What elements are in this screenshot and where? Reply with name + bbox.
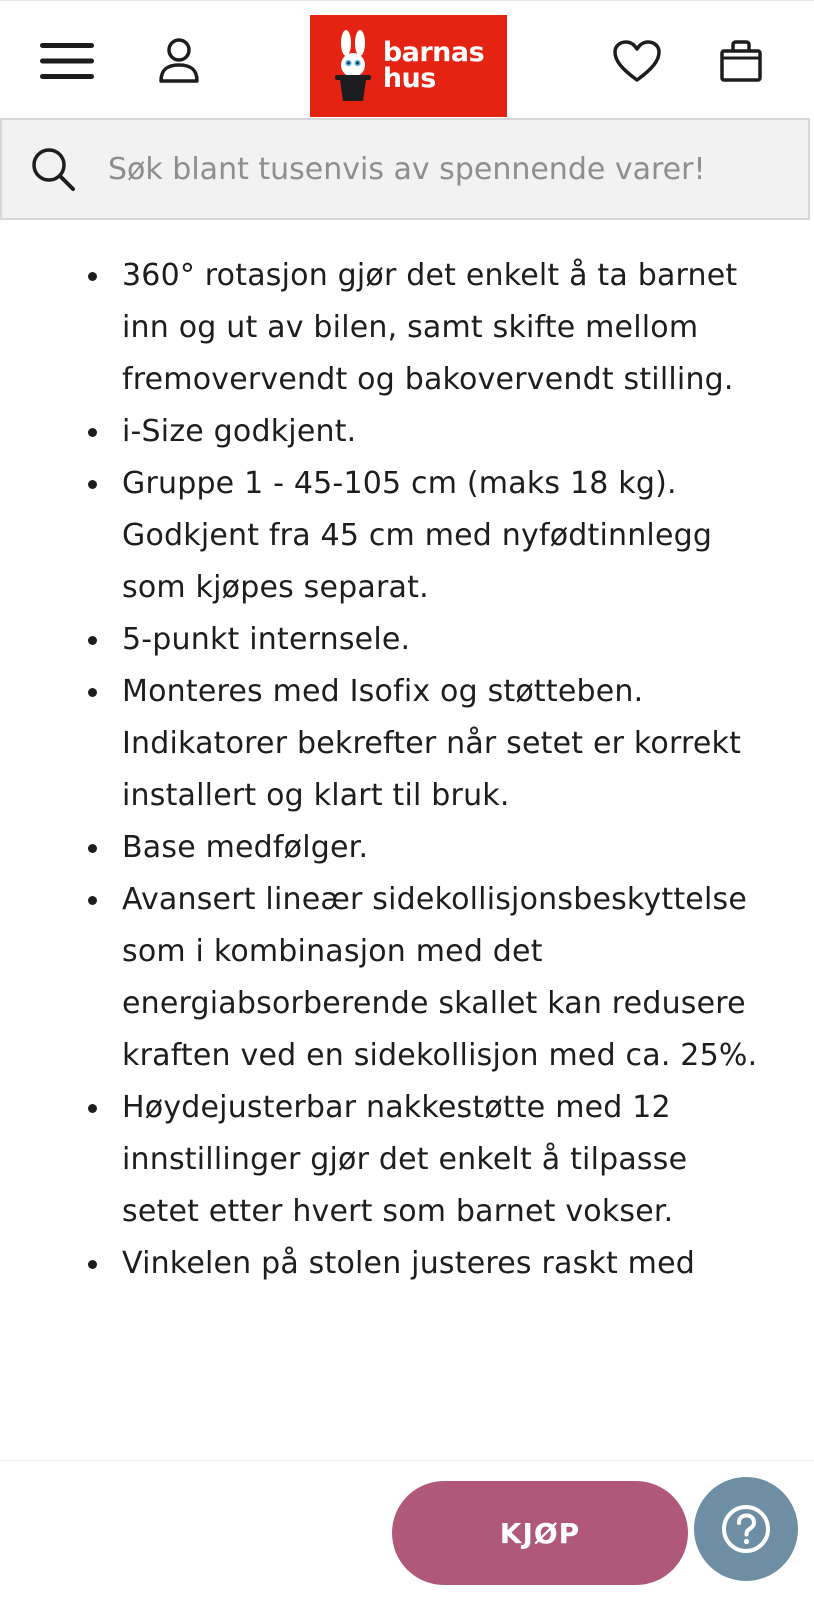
shopping-bag-icon	[719, 39, 763, 83]
help-icon	[720, 1503, 772, 1555]
bottom-action-bar	[0, 1460, 814, 1600]
rabbit-in-hat-icon	[333, 29, 373, 103]
feature-item: Avansert lineær sidekollisjonsbeskyttelse som i kombinasjon med det energiabsorberende skallet kan redusere kraften ved en sidekollisjon med ca. 25%.	[122, 874, 762, 1082]
search-input[interactable]	[108, 152, 788, 187]
feature-item: Vinkelen på stolen justeres raskt med	[122, 1238, 762, 1290]
feature-item: 5-punkt internsele.	[122, 614, 762, 666]
help-button[interactable]	[694, 1477, 798, 1581]
menu-icon	[40, 41, 94, 81]
account-button[interactable]	[144, 21, 214, 101]
header	[0, 0, 814, 119]
menu-button[interactable]	[32, 21, 102, 101]
wishlist-button[interactable]	[602, 21, 672, 101]
search-icon[interactable]	[28, 144, 78, 194]
feature-item: Høydejusterbar nakkestøtte med 12 innstillinger gjør det enkelt å tilpasse setet etter hvert som barnet vokser.	[122, 1082, 762, 1238]
barnas-hus-logo[interactable]	[310, 15, 507, 117]
logo-line-2: hus	[382, 63, 436, 94]
cart-button[interactable]	[706, 21, 776, 101]
user-icon	[157, 37, 201, 85]
feature-item: Base medfølger.	[122, 822, 762, 874]
heart-icon	[612, 39, 662, 83]
feature-item: Monteres med Isofix og støtteben. Indikatorer bekrefter når setet er korrekt installert og klart til bruk.	[122, 666, 762, 822]
feature-item: Gruppe 1 - 45-105 cm (maks 18 kg). Godkjent fra 45 cm med nyfødtinnlegg som kjøpes separat.	[122, 458, 762, 614]
search-bar	[0, 118, 810, 220]
product-description	[0, 250, 814, 1460]
logo-line-1: barnas	[382, 37, 485, 68]
feature-list	[0, 250, 762, 1290]
feature-item: 360° rotasjon gjør det enkelt å ta barnet inn og ut av bilen, samt skifte mellom fremovervendt og bakovervendt stilling.	[122, 250, 762, 406]
buy-button[interactable]: KJØP	[392, 1481, 688, 1585]
logo-text	[382, 37, 485, 94]
feature-item: i-Size godkjent.	[122, 406, 762, 458]
